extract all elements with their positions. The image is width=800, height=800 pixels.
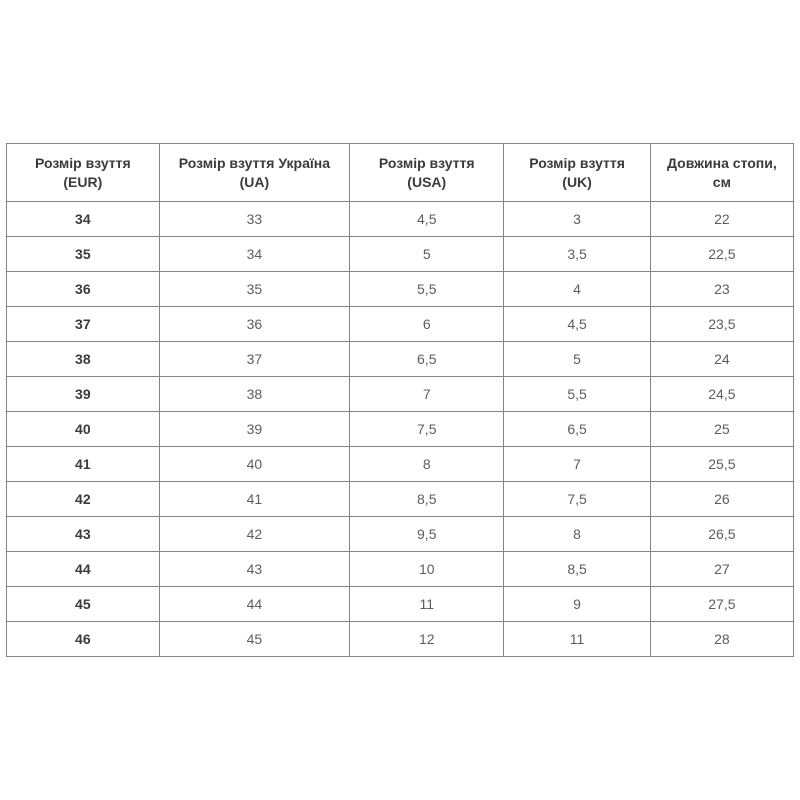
- table-row: [7, 307, 794, 342]
- table-cell: 7,5: [504, 482, 650, 517]
- table-cell: 22,5: [650, 237, 793, 272]
- table-row: [7, 237, 794, 272]
- cell-eur-size: 35: [7, 237, 160, 272]
- table-row: [7, 272, 794, 307]
- table-cell: 8,5: [504, 552, 650, 587]
- cell-eur-size: 43: [7, 517, 160, 552]
- size-chart-container: [6, 143, 794, 657]
- table-cell: 11: [504, 622, 650, 657]
- table-row: [7, 342, 794, 377]
- table-cell: 10: [350, 552, 504, 587]
- table-cell: 43: [159, 552, 349, 587]
- table-cell: 3,5: [504, 237, 650, 272]
- table-row: [7, 622, 794, 657]
- table-cell: 26,5: [650, 517, 793, 552]
- cell-eur-size: 40: [7, 412, 160, 447]
- table-cell: 24,5: [650, 377, 793, 412]
- table-cell: 27: [650, 552, 793, 587]
- table-cell: 6,5: [350, 342, 504, 377]
- table-cell: 45: [159, 622, 349, 657]
- table-cell: 34: [159, 237, 349, 272]
- table-cell: 41: [159, 482, 349, 517]
- table-cell: 8,5: [350, 482, 504, 517]
- table-row: [7, 202, 794, 237]
- cell-eur-size: 42: [7, 482, 160, 517]
- table-cell: 9: [504, 587, 650, 622]
- table-cell: 42: [159, 517, 349, 552]
- cell-eur-size: 38: [7, 342, 160, 377]
- table-cell: 22: [650, 202, 793, 237]
- table-cell: 39: [159, 412, 349, 447]
- table-row: [7, 517, 794, 552]
- table-row: [7, 482, 794, 517]
- table-cell: 5,5: [504, 377, 650, 412]
- cell-eur-size: 37: [7, 307, 160, 342]
- table-cell: 37: [159, 342, 349, 377]
- table-cell: 7,5: [350, 412, 504, 447]
- table-cell: 7: [350, 377, 504, 412]
- table-cell: 38: [159, 377, 349, 412]
- table-row: [7, 587, 794, 622]
- cell-eur-size: 45: [7, 587, 160, 622]
- table-cell: 8: [350, 447, 504, 482]
- table-body: [7, 202, 794, 657]
- column-header: Довжина стопи, см: [650, 144, 793, 202]
- table-row: [7, 447, 794, 482]
- table-cell: 27,5: [650, 587, 793, 622]
- size-chart-table: [6, 143, 794, 657]
- table-cell: 24: [650, 342, 793, 377]
- column-header: Розмір взуття Україна (UA): [159, 144, 349, 202]
- cell-eur-size: 46: [7, 622, 160, 657]
- table-cell: 12: [350, 622, 504, 657]
- table-cell: 36: [159, 307, 349, 342]
- table-cell: 23: [650, 272, 793, 307]
- table-cell: 9,5: [350, 517, 504, 552]
- table-cell: 5: [350, 237, 504, 272]
- cell-eur-size: 41: [7, 447, 160, 482]
- table-row: [7, 412, 794, 447]
- table-row: [7, 377, 794, 412]
- table-cell: 26: [650, 482, 793, 517]
- table-cell: 8: [504, 517, 650, 552]
- table-cell: 25,5: [650, 447, 793, 482]
- table-cell: 4,5: [504, 307, 650, 342]
- table-cell: 3: [504, 202, 650, 237]
- cell-eur-size: 44: [7, 552, 160, 587]
- table-cell: 6: [350, 307, 504, 342]
- column-header: Розмір взуття (USA): [350, 144, 504, 202]
- table-cell: 4,5: [350, 202, 504, 237]
- table-cell: 35: [159, 272, 349, 307]
- table-cell: 28: [650, 622, 793, 657]
- table-row: [7, 552, 794, 587]
- table-cell: 6,5: [504, 412, 650, 447]
- cell-eur-size: 39: [7, 377, 160, 412]
- cell-eur-size: 36: [7, 272, 160, 307]
- column-header: Розмір взуття (EUR): [7, 144, 160, 202]
- table-cell: 40: [159, 447, 349, 482]
- column-header: Розмір взуття (UK): [504, 144, 650, 202]
- table-cell: 25: [650, 412, 793, 447]
- table-cell: 23,5: [650, 307, 793, 342]
- table-cell: 5: [504, 342, 650, 377]
- table-cell: 5,5: [350, 272, 504, 307]
- cell-eur-size: 34: [7, 202, 160, 237]
- table-cell: 7: [504, 447, 650, 482]
- table-cell: 33: [159, 202, 349, 237]
- table-cell: 11: [350, 587, 504, 622]
- header-row: [7, 144, 794, 202]
- table-cell: 44: [159, 587, 349, 622]
- table-cell: 4: [504, 272, 650, 307]
